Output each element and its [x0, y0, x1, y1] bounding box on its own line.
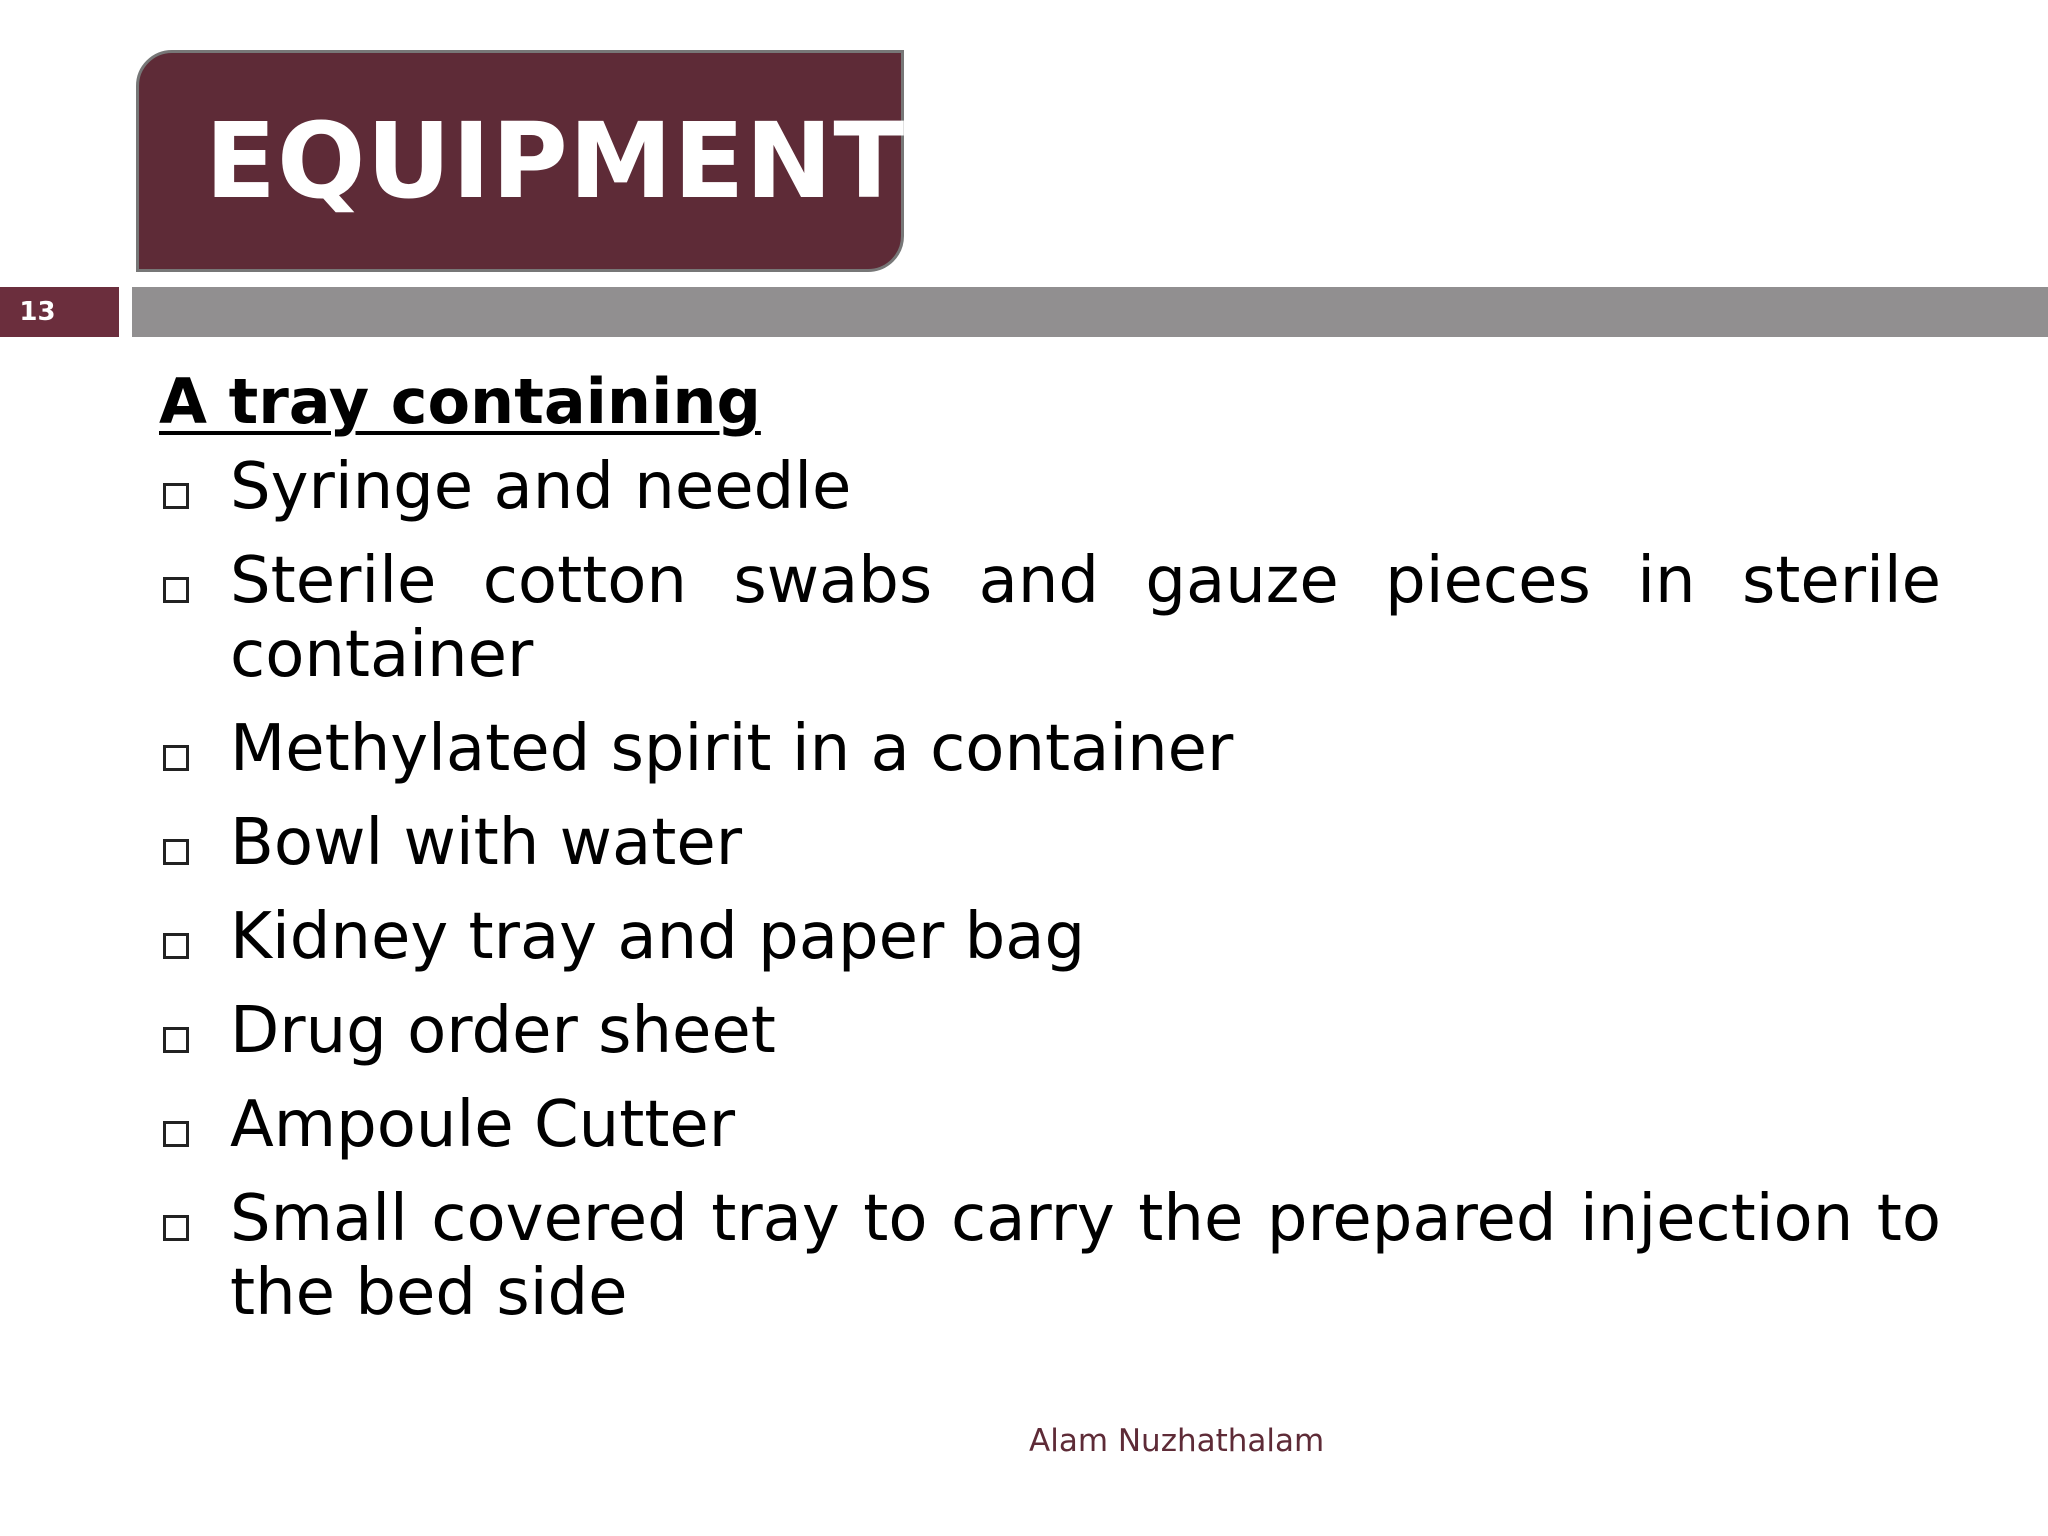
- hollow-square-icon: [163, 933, 189, 959]
- hollow-square-icon: [163, 839, 189, 865]
- slide-title: EQUIPMENT: [205, 100, 906, 222]
- list-item-text: Drug order sheet: [230, 994, 776, 1068]
- equipment-list: [159, 450, 1941, 1330]
- hollow-square-icon: [163, 483, 189, 509]
- list-item: [159, 994, 1941, 1068]
- list-heading: A tray containing: [159, 365, 761, 438]
- content-area: [159, 360, 1941, 1350]
- list-item-text: Small covered tray to carry the prepared injection to the bed side: [230, 1182, 1941, 1330]
- page-number-box: [0, 287, 119, 337]
- hollow-square-icon: [163, 1121, 189, 1147]
- hollow-square-icon: [163, 745, 189, 771]
- list-item: [159, 450, 1941, 524]
- list-item: [159, 712, 1941, 786]
- list-item-text: Methylated spirit in a container: [230, 712, 1234, 786]
- list-item-text: Bowl with water: [230, 806, 742, 880]
- title-box: [136, 50, 904, 272]
- list-item: [159, 1088, 1941, 1162]
- list-item-text: Ampoule Cutter: [230, 1088, 736, 1162]
- list-item: [159, 1182, 1941, 1330]
- list-item: [159, 806, 1941, 880]
- footer-author: Alam Nuzhathalam: [1029, 1423, 1325, 1459]
- list-item-text: Syringe and needle: [230, 450, 852, 524]
- list-item: [159, 544, 1941, 692]
- hollow-square-icon: [163, 1027, 189, 1053]
- list-item-text: Sterile cotton swabs and gauze pieces in sterile container: [230, 544, 1941, 692]
- list-item-text: Kidney tray and paper bag: [230, 900, 1086, 974]
- hollow-square-icon: [163, 1215, 189, 1241]
- divider-bar: [132, 287, 2048, 337]
- hollow-square-icon: [163, 577, 189, 603]
- page-number: 13: [19, 297, 56, 327]
- list-item: [159, 900, 1941, 974]
